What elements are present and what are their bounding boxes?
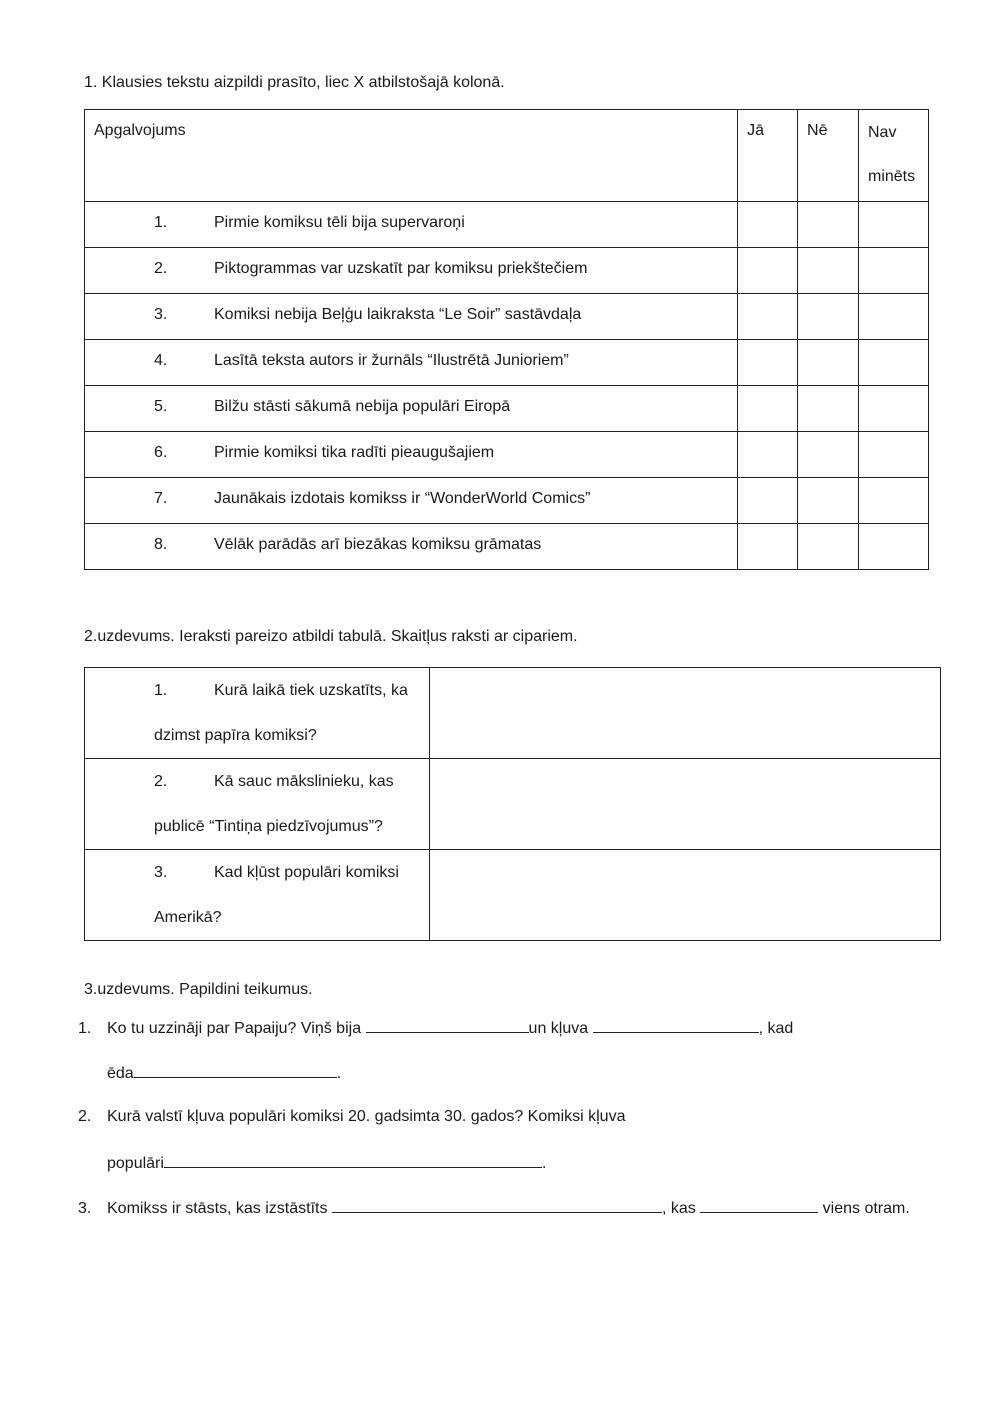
mark-yes-cell[interactable] xyxy=(738,432,798,478)
row-number: 6. xyxy=(154,444,168,461)
sentence-text: Kurā valstī kļuva populāri komiksi 20. gadsimta 30. gados? Komiksi kļuva xyxy=(107,1108,626,1125)
task1-header-row xyxy=(85,110,929,202)
table-row xyxy=(85,850,941,941)
sentence-text: , kad xyxy=(758,1020,794,1037)
statement-text: Bilžu stāsti sākumā nebija populāri Eiropā xyxy=(214,398,511,415)
statement-text: Piktogrammas var uzskatīt par komiksu priekštečiem xyxy=(214,260,588,277)
row-number: 3. xyxy=(154,306,168,323)
mark-not-mentioned-cell[interactable] xyxy=(858,248,928,294)
fill-blank[interactable] xyxy=(332,1198,662,1213)
mark-no-cell[interactable] xyxy=(798,294,859,340)
mark-yes-cell[interactable] xyxy=(738,248,798,294)
fill-blank[interactable] xyxy=(593,1018,759,1033)
statement-text: Vēlāk parādās arī biezākas komiksu grāmatas xyxy=(214,536,542,553)
mark-yes-cell[interactable] xyxy=(738,386,798,432)
task3-title: 3.uzdevums. Papildini teikumus. xyxy=(84,981,313,998)
sentence-text: . xyxy=(541,1155,547,1172)
task2-table xyxy=(84,667,941,941)
row-number: 8. xyxy=(154,536,168,553)
statement-text: Pirmie komiksi tika radīti pieaugušajiem xyxy=(214,444,495,461)
mark-not-mentioned-cell[interactable] xyxy=(858,524,928,570)
mark-no-cell[interactable] xyxy=(798,340,859,386)
question-text-cont: publicē “Tintiņa piedzīvojumus”? xyxy=(154,818,383,835)
table-row xyxy=(85,478,929,524)
task1-title: 1. Klausies tekstu aizpildi prasīto, liec X atbilstošajā kolonā. xyxy=(84,74,505,91)
table-row xyxy=(85,340,929,386)
row-number: 5. xyxy=(154,398,168,415)
header-not-mentioned: Nav minēts xyxy=(867,124,916,185)
task2-title: 2.uzdevums. Ieraksti pareizo atbildi tabulā. Skaitļus raksti ar cipariem. xyxy=(84,628,578,645)
fill-blank[interactable] xyxy=(700,1198,818,1213)
sentence-text: . xyxy=(336,1065,342,1082)
row-number: 7. xyxy=(154,490,168,507)
sentence-text: Ko tu uzzināji par Papaiju? Viņš bija xyxy=(107,1020,362,1037)
mark-not-mentioned-cell[interactable] xyxy=(858,386,928,432)
table-row xyxy=(85,432,929,478)
task3-item-2-cont xyxy=(107,1153,546,1173)
mark-yes-cell[interactable] xyxy=(738,294,798,340)
sentence-text: populāri xyxy=(107,1155,164,1172)
mark-no-cell[interactable] xyxy=(798,202,859,248)
statement-text: Jaunākais izdotais komikss ir “WonderWorld Comics” xyxy=(214,490,591,507)
sentence-text: viens otram. xyxy=(822,1200,910,1217)
task3-item-2 xyxy=(78,1108,625,1126)
mark-no-cell[interactable] xyxy=(798,248,859,294)
header-yes: Jā xyxy=(747,122,764,139)
mark-no-cell[interactable] xyxy=(798,478,859,524)
table-row xyxy=(85,386,929,432)
question-text-cont: Amerikā? xyxy=(154,909,222,926)
statement-text: Komiksi nebija Beļģu laikraksta “Le Soir” sastāvdaļa xyxy=(214,306,582,323)
header-statement: Apgalvojums xyxy=(94,122,186,139)
item-number: 1. xyxy=(78,1020,92,1037)
sentence-text: Komikss ir stāsts, kas izstāstīts xyxy=(107,1200,328,1217)
sentence-text: , kas xyxy=(661,1200,696,1217)
question-text: Kad kļūst populāri komiksi xyxy=(214,864,399,881)
row-number: 1. xyxy=(154,214,168,231)
item-number: 3. xyxy=(78,1200,92,1217)
header-no: Nē xyxy=(807,122,828,139)
table-row xyxy=(85,668,941,759)
mark-no-cell[interactable] xyxy=(798,386,859,432)
answer-cell[interactable] xyxy=(429,850,940,941)
mark-yes-cell[interactable] xyxy=(738,478,798,524)
question-text: Kā sauc mākslinieku, kas xyxy=(214,773,394,790)
question-number: 3. xyxy=(154,864,168,881)
mark-yes-cell[interactable] xyxy=(738,202,798,248)
mark-yes-cell[interactable] xyxy=(738,340,798,386)
statement-text: Lasītā teksta autors ir žurnāls “Ilustrētā Junioriem” xyxy=(214,352,569,369)
sentence-text: un kļuva xyxy=(528,1020,589,1037)
mark-not-mentioned-cell[interactable] xyxy=(858,478,928,524)
fill-blank[interactable] xyxy=(164,1153,542,1168)
question-text-cont: dzimst papīra komiksi? xyxy=(154,727,317,744)
item-number: 2. xyxy=(78,1108,92,1125)
question-text: Kurā laikā tiek uzskatīts, ka xyxy=(214,682,408,699)
mark-yes-cell[interactable] xyxy=(738,524,798,570)
task3-item-1-cont xyxy=(107,1063,341,1083)
task1-table xyxy=(84,109,929,570)
mark-not-mentioned-cell[interactable] xyxy=(858,202,928,248)
answer-cell[interactable] xyxy=(429,668,940,759)
mark-no-cell[interactable] xyxy=(798,432,859,478)
task3-item-3 xyxy=(78,1198,910,1218)
mark-not-mentioned-cell[interactable] xyxy=(858,432,928,478)
table-row xyxy=(85,202,929,248)
mark-not-mentioned-cell[interactable] xyxy=(858,294,928,340)
table-row xyxy=(85,524,929,570)
table-row xyxy=(85,248,929,294)
mark-no-cell[interactable] xyxy=(798,524,859,570)
table-row xyxy=(85,759,941,850)
fill-blank[interactable] xyxy=(134,1063,337,1078)
answer-cell[interactable] xyxy=(429,759,940,850)
question-number: 2. xyxy=(154,773,168,790)
row-number: 2. xyxy=(154,260,168,277)
question-number: 1. xyxy=(154,682,168,699)
mark-not-mentioned-cell[interactable] xyxy=(858,340,928,386)
row-number: 4. xyxy=(154,352,168,369)
fill-blank[interactable] xyxy=(366,1018,529,1033)
task3-item-1 xyxy=(78,1018,793,1038)
table-row xyxy=(85,294,929,340)
sentence-text: ēda xyxy=(107,1065,134,1082)
statement-text: Pirmie komiksu tēli bija supervaroņi xyxy=(214,214,465,231)
